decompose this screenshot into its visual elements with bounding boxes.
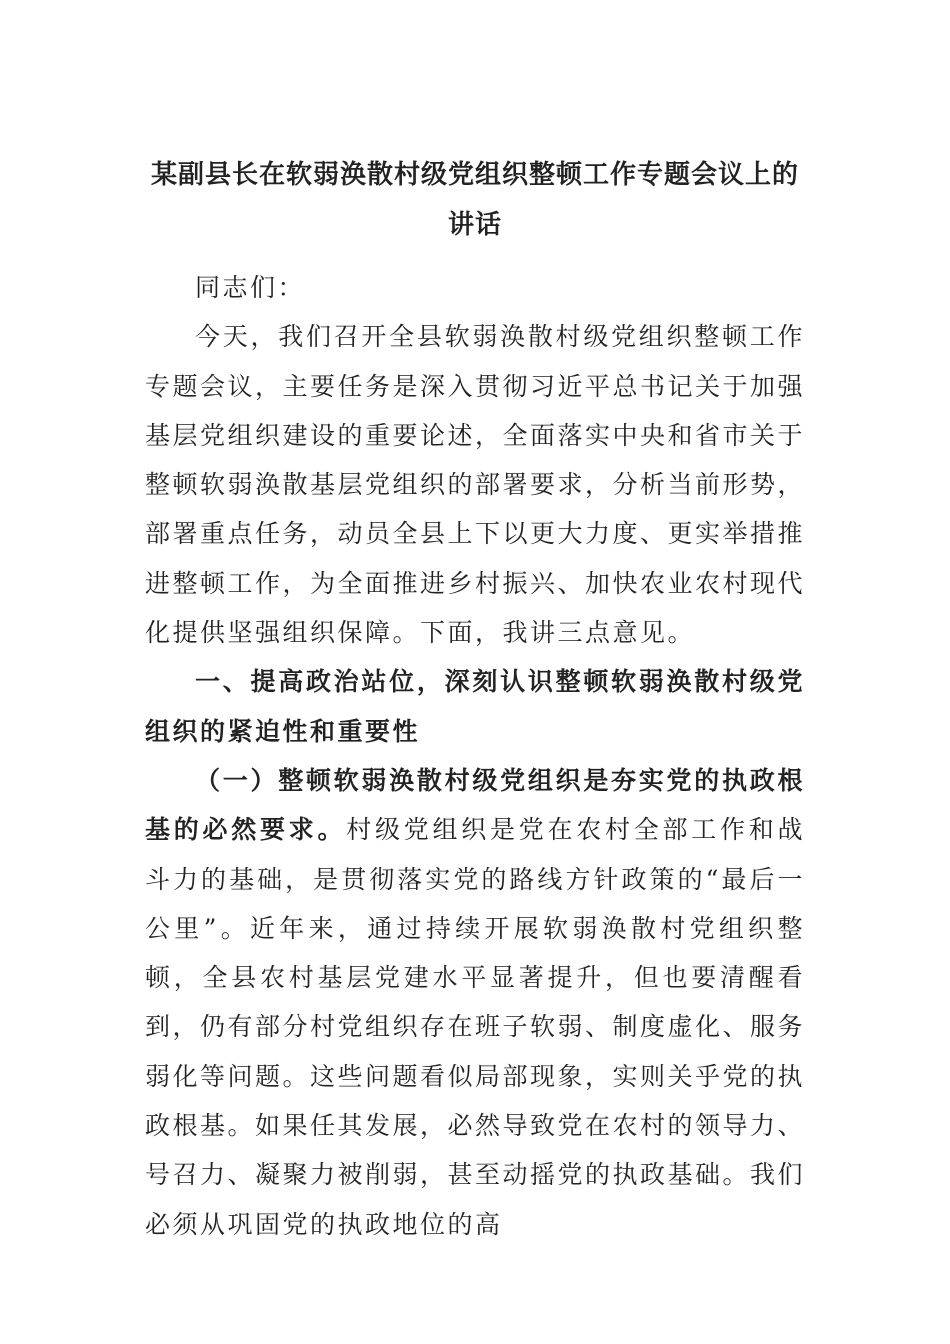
document-title: 某副县长在软弱涣散村级党组织整顿工作专题会议上的讲话: [150, 160, 799, 240]
subsection-lead-1: （一）整顿软弱涣散村级党组织是夯实党的执政根基的必然要求。: [145, 765, 805, 845]
intro-paragraph: 今天，我们召开全县软弱涣散村级党组织整顿工作专题会议，主要任务是深入贯彻习近平总书记关于加强基层党组织建设的重要论述，全面落实中央和省市关于整顿软弱涣散基层党组织的部署要求，分析当前形势，部署重点任务，动员全县上下以更大力度、更实举措推进整顿工作，为全面推进乡村振兴、加快农业农村现代化提供坚强组织保障。下面，我讲三点意见。: [145, 322, 806, 648]
document-body: [145, 263, 805, 1249]
section-heading-1: 一、提高政治站位，深刻认识整顿软弱涣散村级党组织的紧迫性和重要性: [145, 667, 805, 746]
salutation: 同志们：: [195, 273, 306, 302]
subsection-body-1: 村级党组织是党在农村全部工作和战斗力的基础，是贯彻落实党的路线方针政策的“最后一公里”。近年来，通过持续开展软弱涣散村党组织整顿，全县农村基层党建水平显著提升，但也要清醒看到，仍有部分村党组织存在班子软弱、制度虚化、服务弱化等问题。这些问题看似局部现象，实则关乎党的执政根基。如果任其发展，必然导致党在农村的领导力、号召力、凝聚力被削弱，甚至动摇党的执政基础。我们必须从巩固党的执政地位的高: [145, 815, 806, 1239]
subsection-paragraph-1: [145, 756, 805, 1249]
